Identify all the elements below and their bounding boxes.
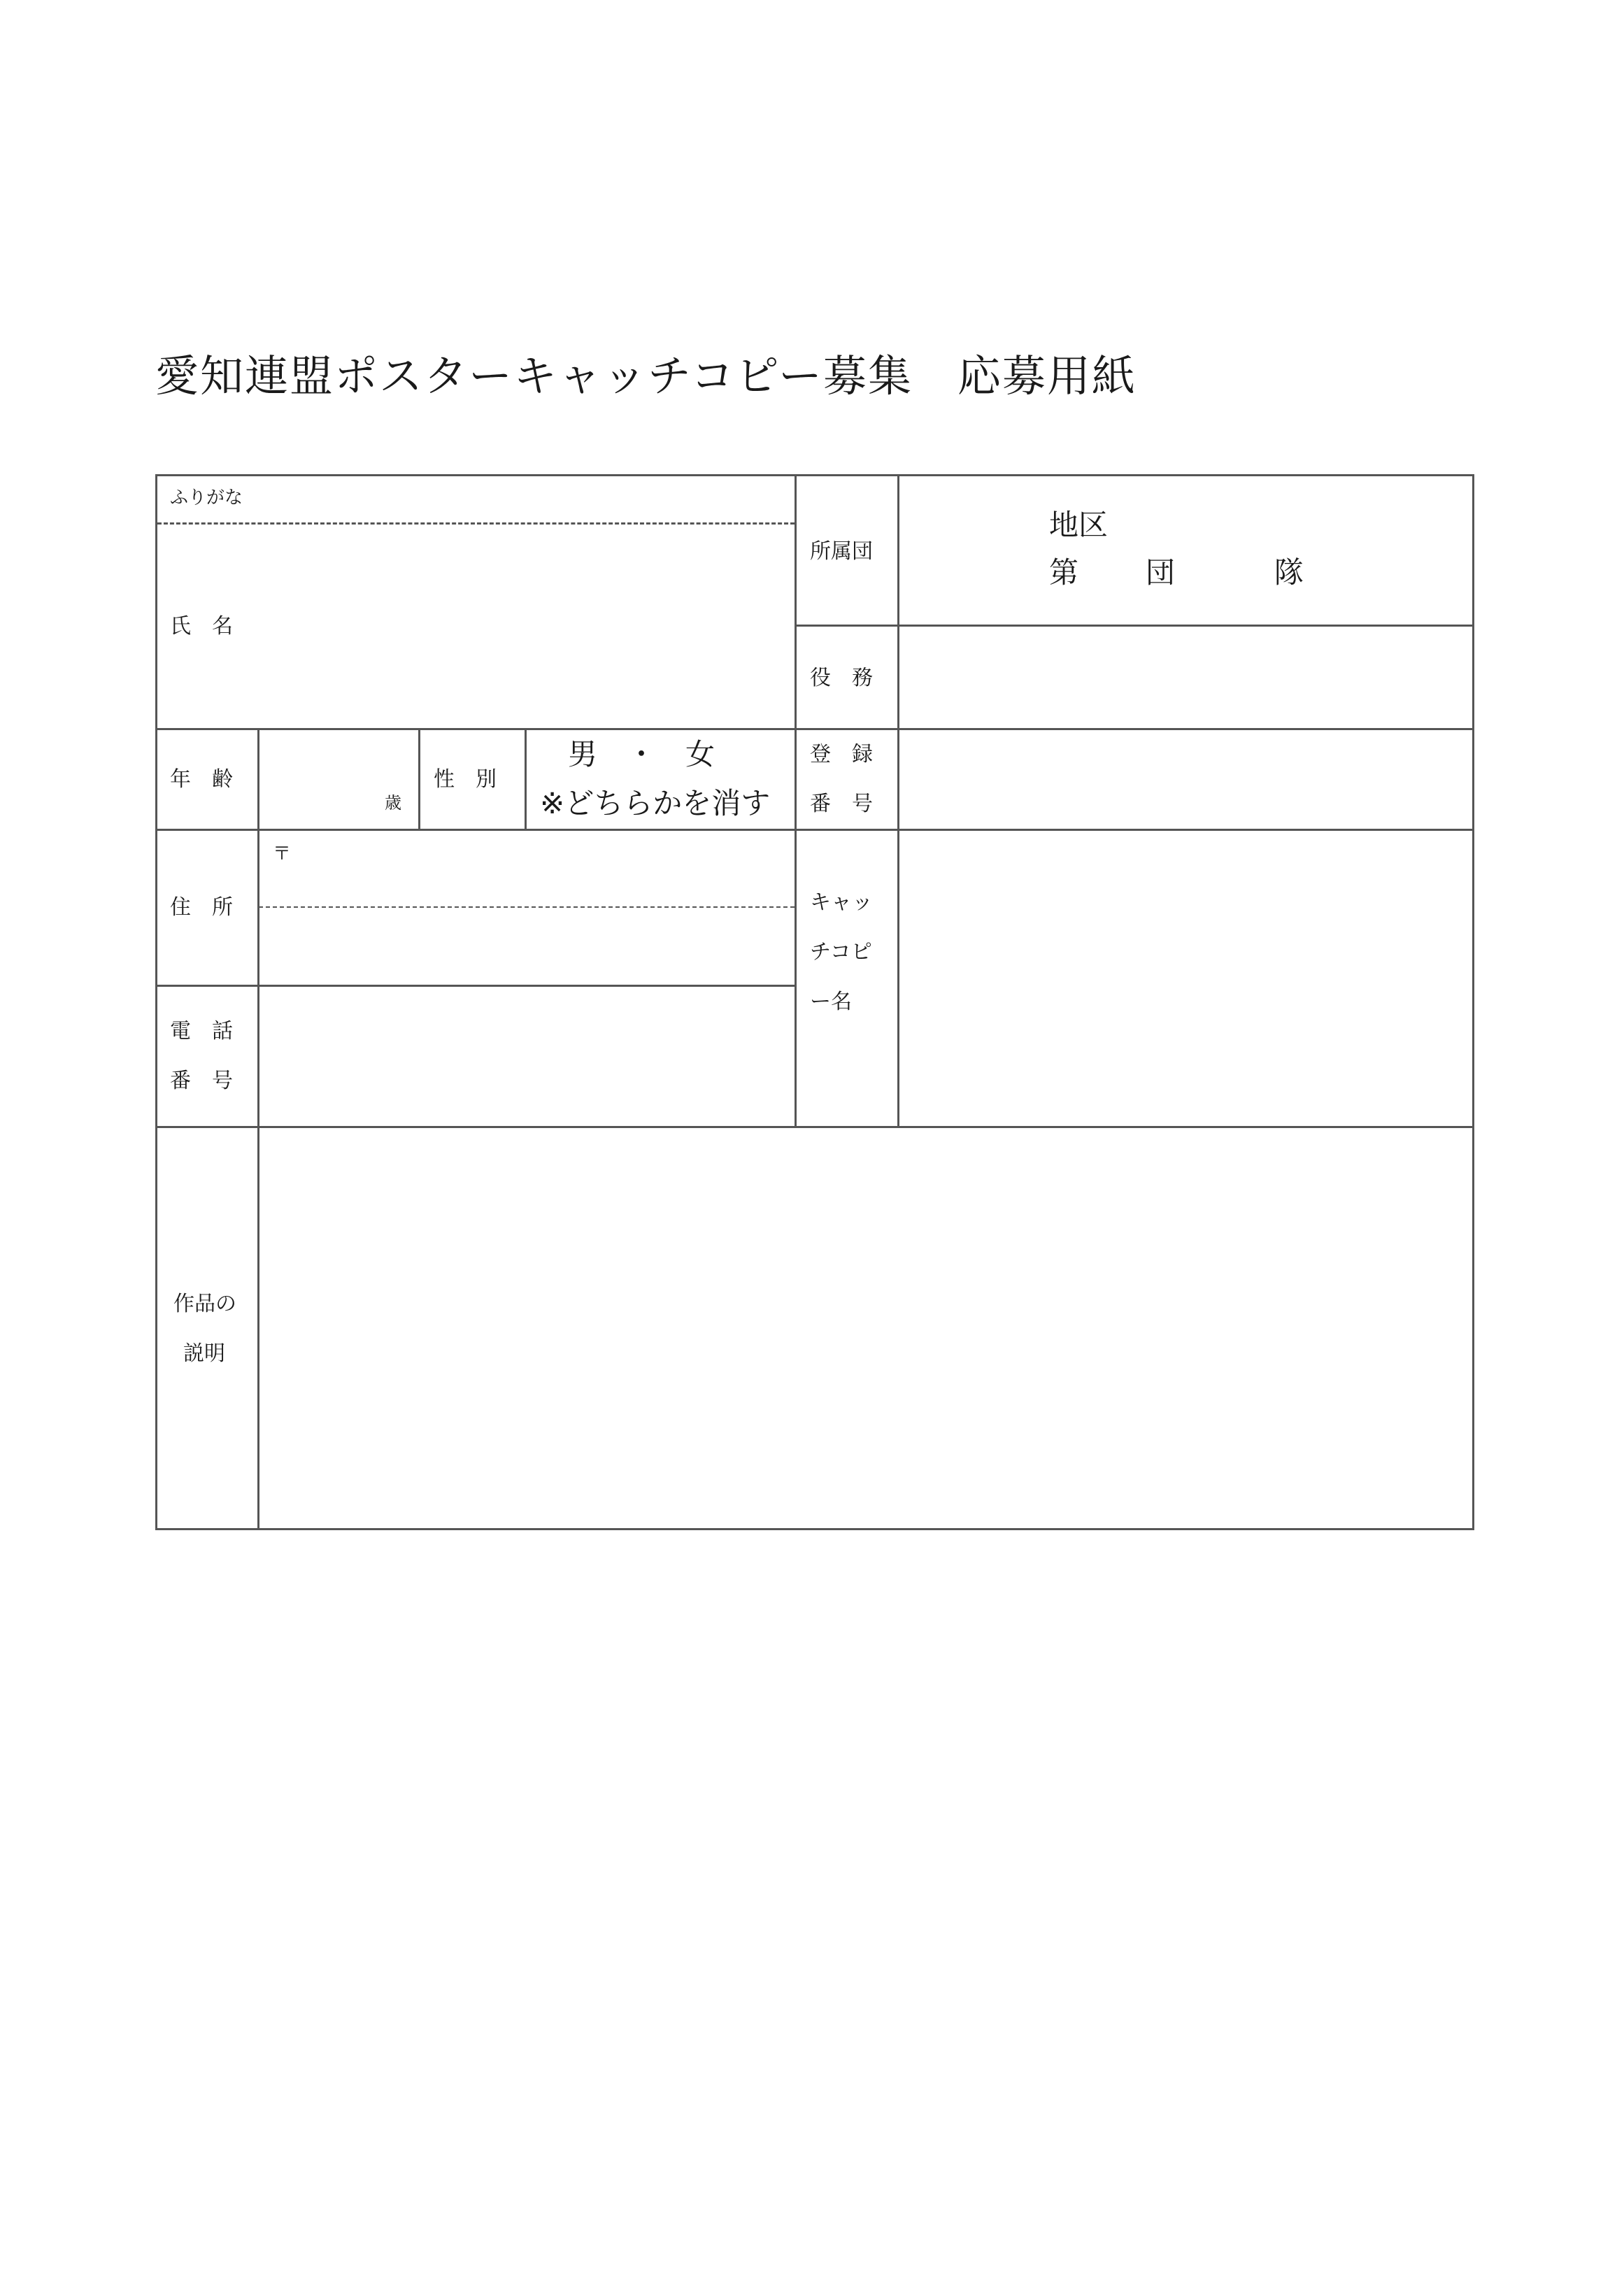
phone-field[interactable] [259,987,795,1126]
registration-label-line2: 番 号 [810,792,873,816]
name-label: 氏 名 [170,614,233,639]
catchcopy-label-line1: キャッ [810,890,873,915]
description-label-line2: 説明 [183,1341,225,1366]
affiliation-label: 所属団 [810,539,873,564]
description-label-line1: 作品の [173,1292,236,1316]
sex-options[interactable]: 男 ・ 女 [568,737,715,771]
registration-label-line1: 登 録 [810,742,873,766]
furigana-label: ふりがな [170,487,243,508]
address-field[interactable] [259,831,795,985]
age-unit: 歳 [385,793,401,813]
address-label: 住 所 [170,895,233,920]
catchcopy-field[interactable] [899,831,1472,1126]
furigana-divider [157,522,795,525]
postal-mark: 〒 [273,843,292,864]
age-label: 年 齢 [170,767,233,792]
name-field[interactable] [157,526,795,728]
sex-label: 性 別 [434,767,497,792]
col-divider-age-sex [418,728,420,829]
phone-label-line1: 電 話 [170,1019,233,1043]
registration-field[interactable] [899,730,1472,829]
col-divider-main-right [795,474,797,1126]
affiliation-number-text: 第 団 隊 [1049,555,1307,590]
phone-label-line2: 番 号 [170,1069,233,1093]
catchcopy-label-line2: チコピ [810,940,872,964]
affiliation-district-text: 地区 [1049,508,1109,542]
col-divider-sex-options [525,728,527,829]
role-field[interactable] [899,627,1472,728]
sex-note: ※どちらかを消す [540,786,771,820]
page-title: 愛知連盟ポスターキャッチコピー募集 応募用紙 [155,350,1137,401]
description-field[interactable] [259,1128,1472,1528]
role-label: 役 務 [810,666,873,690]
age-field[interactable] [259,730,418,829]
catchcopy-label-line3: ー名 [810,990,852,1014]
